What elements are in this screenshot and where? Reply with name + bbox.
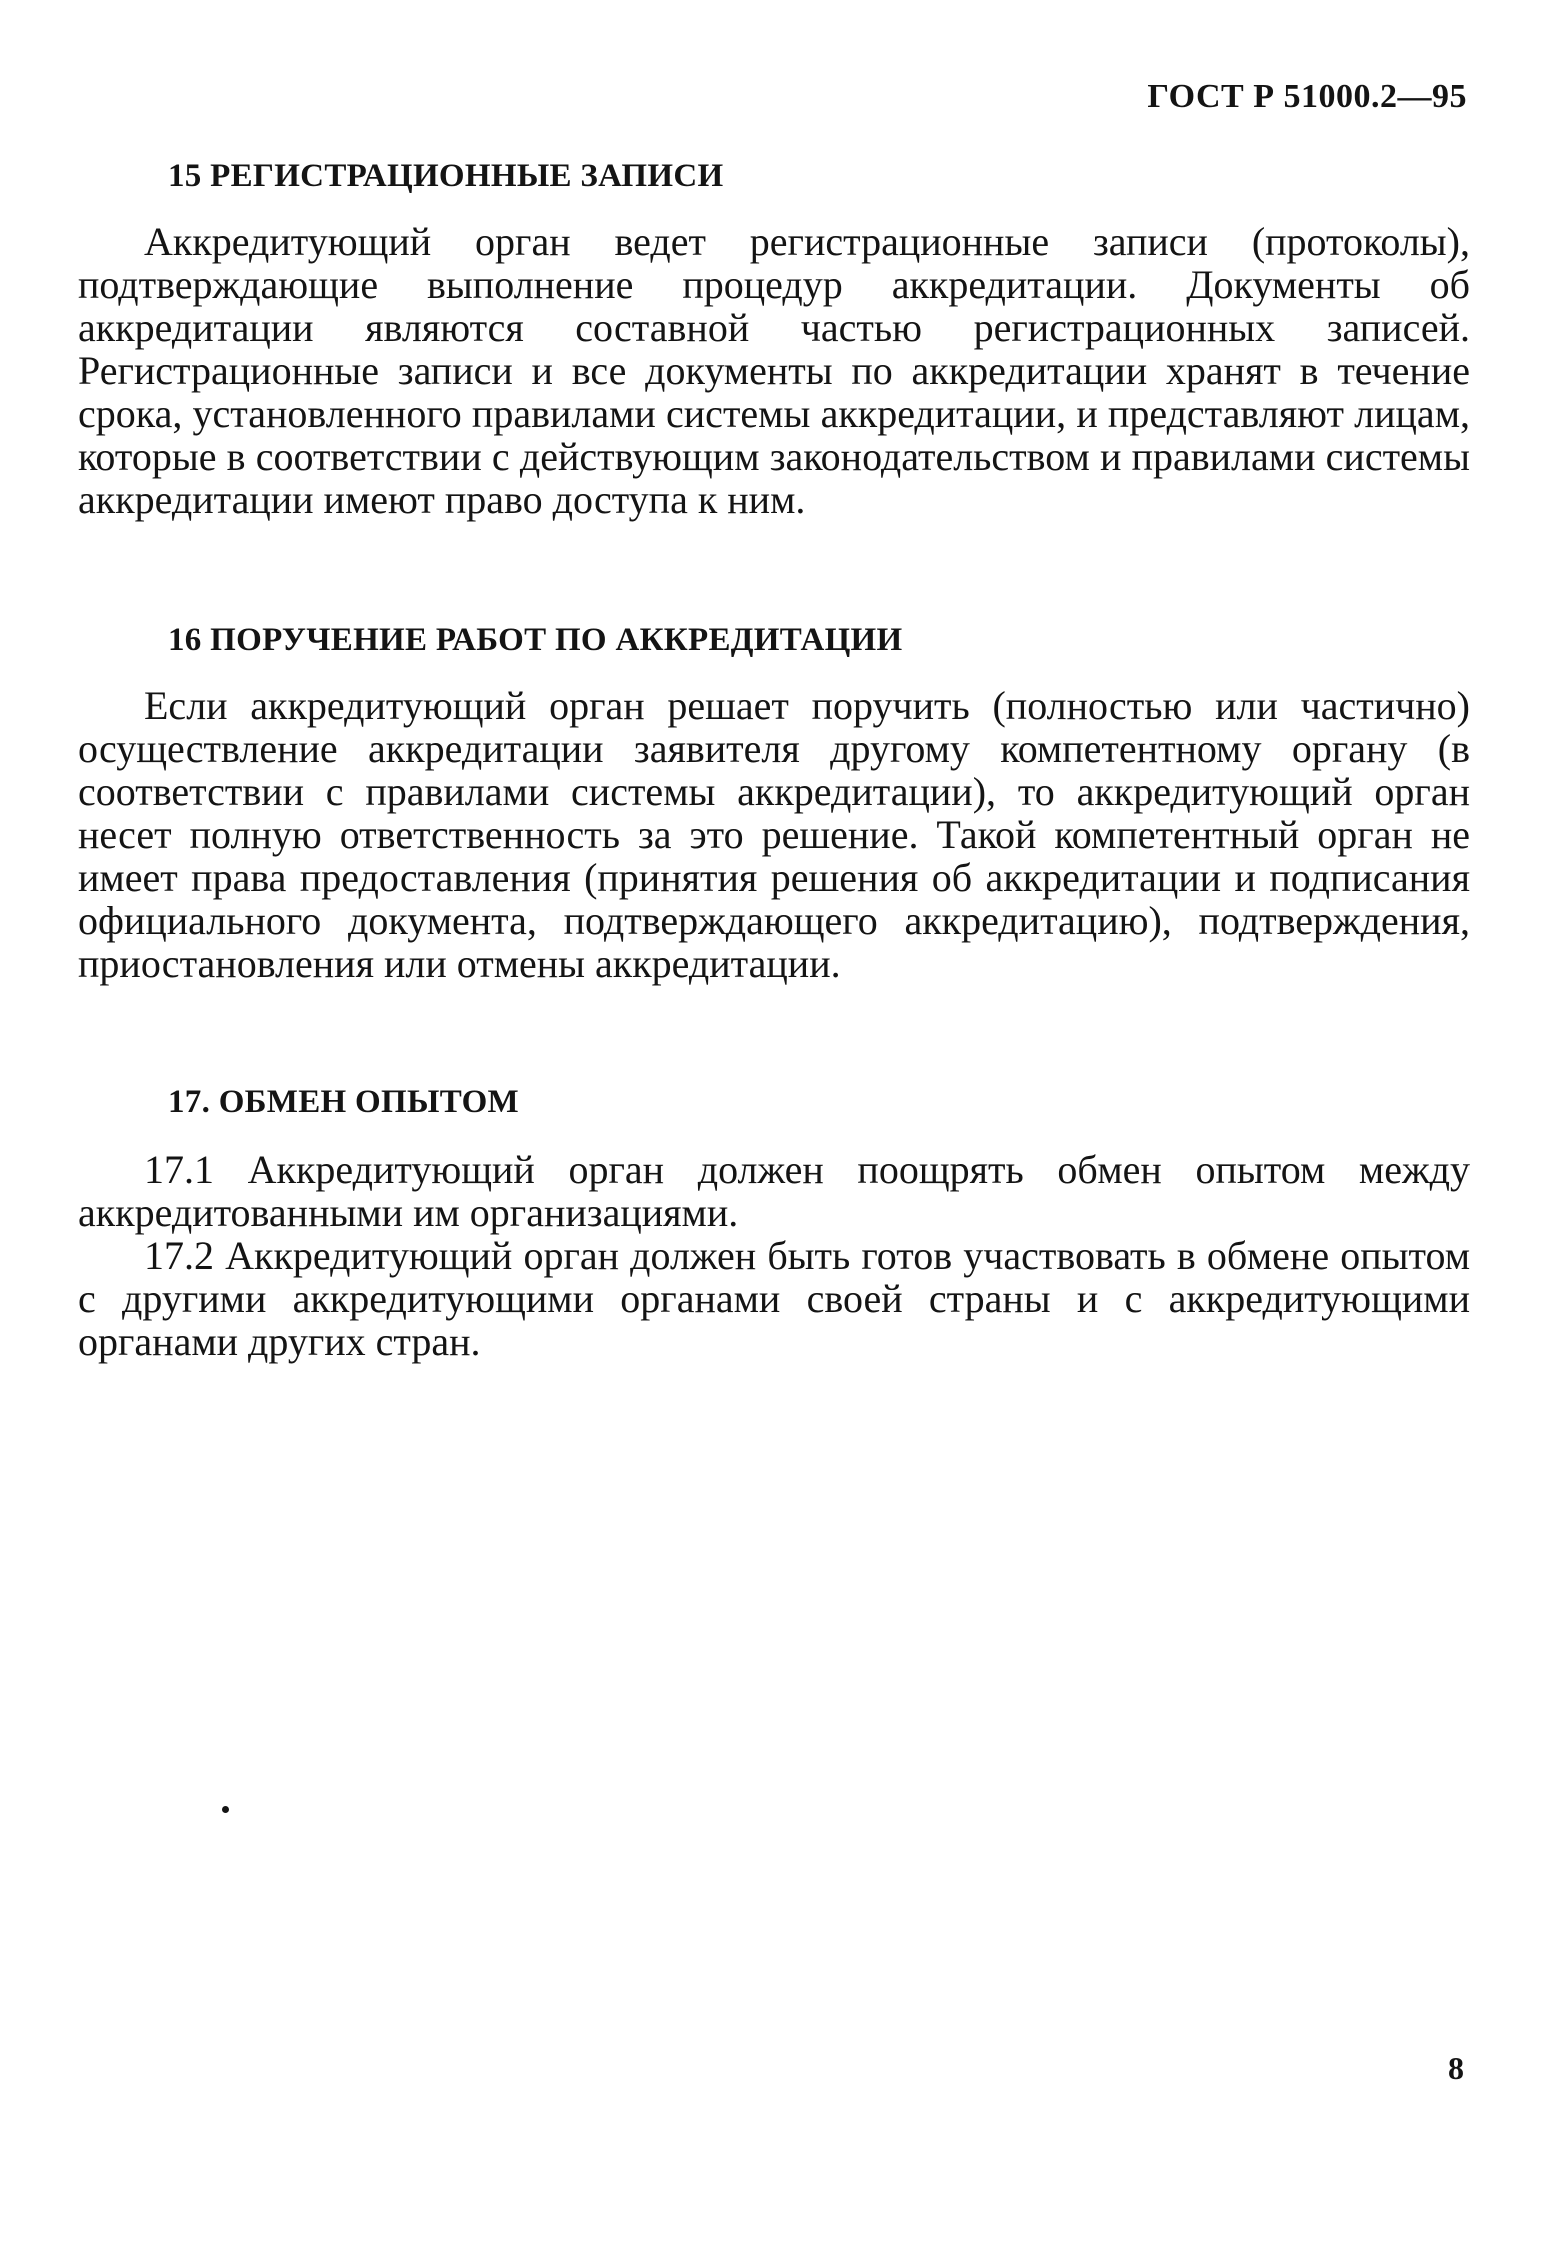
page-number: 8 <box>1448 2050 1464 2086</box>
section-17-1-paragraph: 17.1 Аккредитующий орган должен поощрять обмен опытом между аккредитованными им организациями. <box>78 1147 1470 1235</box>
section-17-2-paragraph: 17.2 Аккредитующий орган должен быть готов участвовать в обмене опытом с другими аккредитующими органами своей страны и с аккредитующими органами других стран. <box>78 1233 1470 1364</box>
stray-dot-mark <box>222 1806 229 1813</box>
section-heading-17: 17. ОБМЕН ОПЫТОМ <box>168 1084 519 1120</box>
section-heading-16: 16 ПОРУЧЕНИЕ РАБОТ ПО АККРЕДИТАЦИИ <box>168 622 903 658</box>
section-16-paragraph: Если аккредитующий орган решает поручить (полностью или частично) осуществление аккредитации заявителя другому компетентному органу (в соответствии с правилами системы аккредитации), то аккредитующий орган несет полную ответственность за это решение. Такой компетентный орган не имеет права предоставления (принятия решения об аккредитации и подписания официального документа, подтверждающего аккредитацию), подтверждения, приостановления или отмены аккредитации. <box>78 683 1470 986</box>
section-15-paragraph: Аккредитующий орган ведет регистрационные записи (протоколы), подтверждающие выполнение процедур аккредитации. Документы об аккредитации являются составной частью регистрационных записей. Регистрационные записи и все документы по аккредитации хранят в течение срока, установленного правилами системы аккредитации, и представляют лицам, которые в соответствии с действующим законодательством и правилами системы аккредитации имеют право доступа к ним. <box>78 219 1470 522</box>
section-heading-15: 15 РЕГИСТРАЦИОННЫЕ ЗАПИСИ <box>168 158 724 194</box>
document-code: ГОСТ Р 51000.2—95 <box>1147 78 1467 115</box>
